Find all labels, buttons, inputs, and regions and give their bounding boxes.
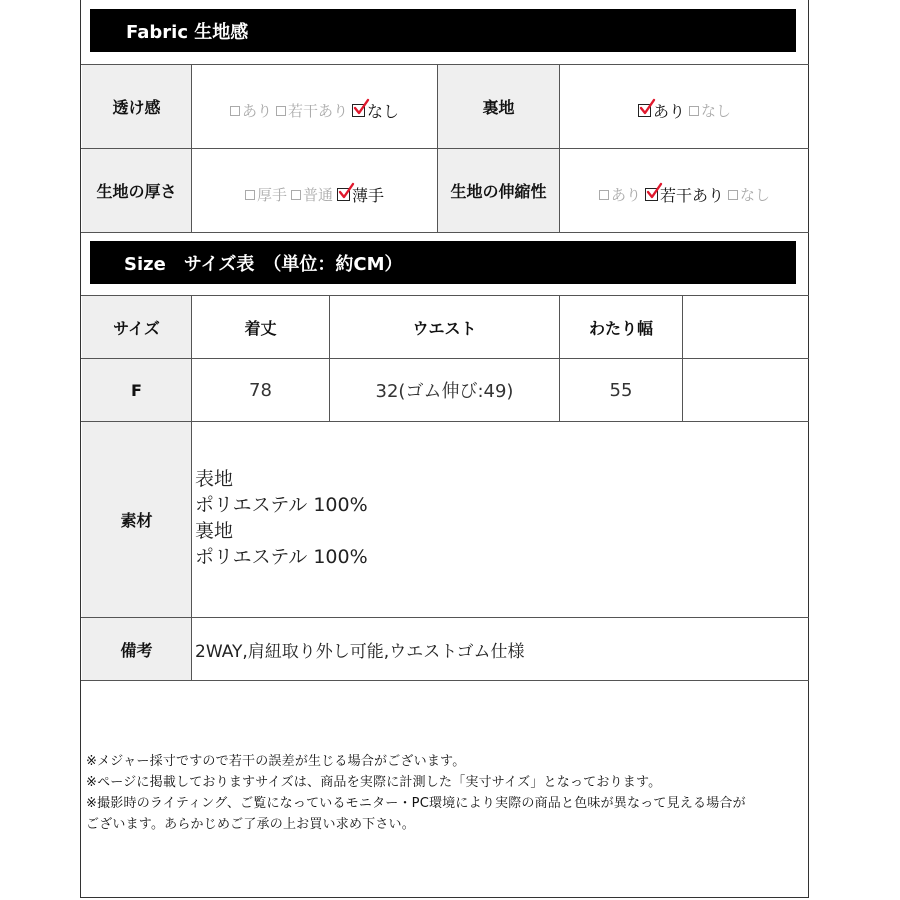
material-line: 裏地 [195,520,234,542]
option-label: あり [241,102,272,120]
unchecked-box-icon [689,106,699,116]
option-label: あり [652,102,685,121]
remarks-label-text: 備考 [120,640,153,660]
size-value-f-text: F [131,380,142,400]
option-label: あり [610,186,641,204]
empty-value [683,359,809,421]
unchecked-box-icon [230,106,240,116]
material-label [82,422,191,617]
size-header-waist [330,296,559,358]
transparency-label [82,65,191,148]
stretch-options [560,149,809,232]
unchecked-option [291,184,333,205]
checked-box-icon [645,188,658,201]
length-value [192,359,329,421]
fabric-header-text: Fabric 生地感 [126,21,249,43]
option-label: 普通 [302,186,333,204]
thigh-value-text: 55 [609,379,633,401]
size-section-header [90,241,796,284]
unchecked-option [276,100,348,121]
stretch-label [438,149,559,232]
size-header-empty [683,296,809,358]
checked-option [337,183,384,206]
material-line: 表地 [195,468,234,490]
size-header-size-text: サイズ [113,318,160,338]
option-label: 厚手 [256,186,287,204]
material-grid-line [191,421,192,680]
waist-value [330,359,559,421]
unchecked-option [689,100,731,121]
size-header-text: Size サイズ表 （単位：約CM） [124,253,403,275]
material-content [195,466,368,570]
option-label: なし [740,186,771,204]
checked-box-icon [352,104,365,117]
lining-options [560,65,809,148]
material-line: ポリエステル 100% [195,546,368,568]
thickness-options [192,149,437,232]
option-label: 薄手 [352,186,385,205]
note-line: ※ページに掲載しておりますサイズは、商品を実際に計測した「実寸サイズ」となっております。 [86,775,662,790]
material-label-text: 素材 [120,511,153,530]
unchecked-box-icon [245,190,255,200]
checked-box-icon [337,188,350,201]
size-header-waist-text: ウエスト [412,318,477,338]
checked-option [352,99,399,122]
size-header-thigh-text: わたり幅 [588,318,653,338]
fabric-grid-line [81,232,809,233]
size-value-f [82,359,191,421]
waist-value-text: 32(ゴム伸び:49) [375,381,514,402]
size-header-size [82,296,191,358]
size-header-length-text: 着丈 [244,318,277,338]
checked-box-icon [638,104,651,117]
remarks-content [195,618,805,680]
lining-label-text: 裏地 [482,98,515,117]
unchecked-box-icon [291,190,301,200]
remarks-label [82,618,191,680]
material-grid-line [81,680,809,681]
option-label: なし [367,102,400,121]
unchecked-option [245,184,287,205]
checked-option [645,183,724,206]
option-label: 若干あり [659,186,724,205]
thickness-label-text: 生地の厚さ [96,182,177,201]
material-line: ポリエステル 100% [195,494,368,516]
length-value-text: 78 [249,379,272,401]
stretch-label-text: 生地の伸縮性 [450,182,547,201]
remarks-text: 2WAY,肩紐取り外し可能,ウエストゴム仕様 [195,641,525,662]
unchecked-option [599,184,641,205]
transparency-label-text: 透け感 [112,98,161,117]
unchecked-box-icon [728,190,738,200]
thickness-label [82,149,191,232]
thigh-value [560,359,682,421]
fabric-section-header [90,9,796,52]
note-line: ※撮影時のライティング、ご覧になっているモニター・PC環境により実際の商品と色味が異なって見える場合が [86,796,746,811]
size-header-thigh [560,296,682,358]
lining-label [438,65,559,148]
note-line: ございます。あらかじめご了承の上お買い求め下さい。 [86,817,415,832]
unchecked-option [230,100,272,121]
transparency-options [192,65,437,148]
checked-option [638,99,685,122]
option-label: なし [701,102,732,120]
unchecked-box-icon [276,106,286,116]
option-label: 若干あり [287,102,348,120]
unchecked-box-icon [599,190,609,200]
note-line: ※メジャー採寸ですので若干の誤差が生じる場合がございます。 [86,754,466,769]
size-header-length [192,296,329,358]
unchecked-option [728,184,770,205]
